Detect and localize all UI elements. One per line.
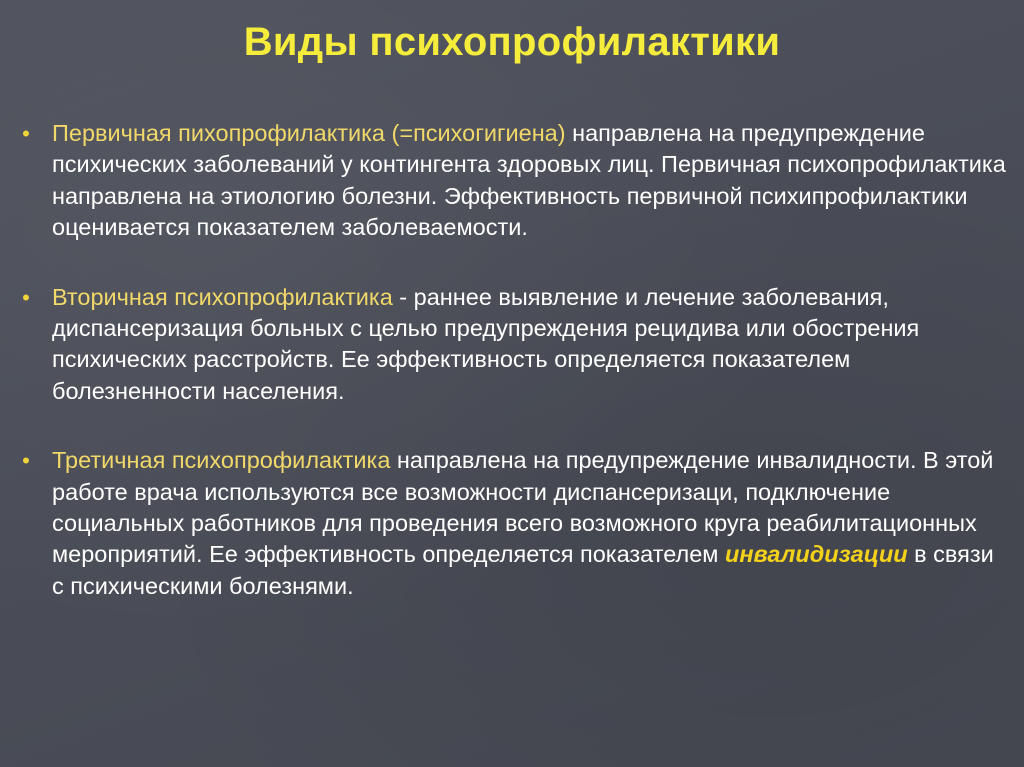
bullet-text-after: в связи с психическими болезнями.	[52, 541, 994, 599]
bullet-term: Первичная пихопрофилактика (=психогигиена)	[52, 120, 566, 146]
bullet-text: направлена на предупреждение психических заболеваний у контингента здоровых лиц. Первичная психопрофилактика направлена на этиологию болезни. Эффективность первичной психипрофилактики оценивается показателем заболеваемости.	[52, 120, 1006, 241]
bullet-emphasis: инвалидизации	[724, 541, 908, 568]
bullet-text: - раннее выявление и лечение заболевания, диспансеризация больных с целью предупреждения рецидива или обострения психических расстройств. Ее эффективность определяется показателем болезненности населения.	[52, 283, 920, 404]
bullet-item-tertiary	[16, 445, 1006, 602]
bullet-term: Третичная психопрофилактика	[52, 447, 391, 474]
bullet-text: направлена на предупреждение инвалидности. В этой работе врача используются все возможности диспансеризаци, подключение социальных работников для проведения всего возможного круга реабилитационных мероприятий. Ее эффективность определяется показателем	[52, 447, 994, 568]
bullet-item-primary	[16, 118, 1006, 244]
bullet-icon: •	[22, 121, 30, 146]
bullet-icon: •	[22, 284, 30, 310]
slide-title: Виды психопрофилактики	[243, 20, 781, 64]
bullet-icon: •	[22, 448, 30, 474]
bullet-item-secondary	[16, 282, 1006, 408]
bullet-list	[16, 118, 1006, 602]
bullet-term: Вторичная психопрофилактика	[52, 283, 393, 310]
